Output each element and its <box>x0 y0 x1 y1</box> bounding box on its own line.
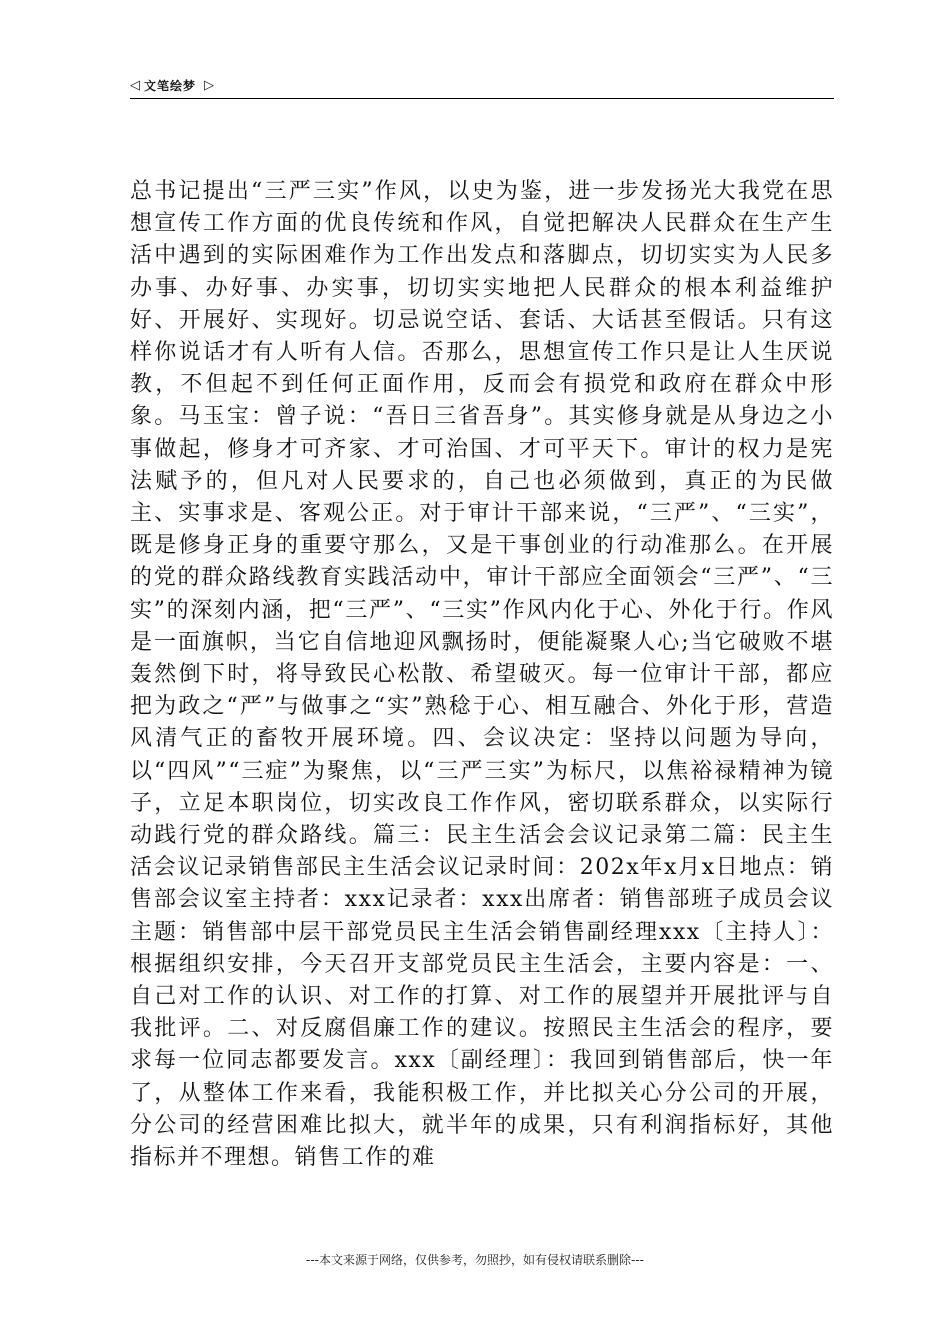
left-triangle-icon: ◁ <box>130 77 140 93</box>
footer-disclaimer: ---本文来源于网络，仅供参考，勿照抄，如有侵权请联系删除--- <box>306 1253 644 1267</box>
document-body: 总书记提出“三严三实”作风，以史为鉴，进一步发扬光大我党在思想宣传工作方面的优良传统和作风，自觉把解决人民群众在生产生活中遇到的实际困难作为工作出发点和落脚点，切切实实为人民多办事、办好事、办实事，切切实实地把人民群众的根本利益维护好、开展好、实现好。切忌说空话、套话、大话甚至假话。只有这样你说话才有人听有人信。否那么，思想宣传工作只是让人生厌说教，不但起不到任何正面作用，反而会有损党和政府在群众中形象。马玉宝：曾子说：“吾日三省吾身”。其实修身就是从身边之小事做起，修身才可齐家、才可治国、才可平天下。审计的权力是宪法赋予的，但凡对人民要求的，自己也必须做到，真正的为民做主、实事求是、客观公正。对于审计干部来说，“三严”、“三实”，既是修身正身的重要守那么，又是干事创业的行动准那么。在开展的党的群众路线教育实践活动中，审计干部应全面领会“三严”、“三实”的深刻内涵，把“三严”、“三实”作风内化于心、外化于行。作风是一面旗帜，当它自信地迎风飘扬时，便能凝聚人心;当它破败不堪轰然倒下时，将导致民心松散、希望破灭。每一位审计干部，都应把为政之“严”与做事之“实”熟稔于心、相互融合、外化于形，营造风清气正的畜牧开展环境。四、会议决定：坚持以问题为导向，以“四风”“三症”为聚焦，以“三严三实”为标尺，以焦裕禄精神为镜子，立足本职岗位，切实改良工作作风，密切联系群众，以实际行动践行党的群众路线。篇三：民主生活会会议记录第二篇：民主生活会议记录销售部民主生活会议记录时间：202x年x月x日地点：销售部会议室主持者：xxx记录者：xxx出席者：销售部班子成员会议主题：销售部中层干部党员民主生活会销售副经理xxx〔主持人〕：根据组织安排，今天召开支部党员民主生活会，主要内容是：一、自己对工作的认识、对工作的打算、对工作的展望并开展批评与自我批评。二、对反腐倡廉工作的建议。按照民主生活会的程序，要求每一位同志都要发言。xxx〔副经理〕：我回到销售部后，快一年了，从整体工作来看，我能积极工作，并比拟关心分公司的开展，分公司的经营困难比拟大，就半年的成果，只有利润指标好，其他指标并不理想。销售工作的难 <box>130 179 834 1171</box>
page-header <box>130 74 834 96</box>
brand-name: 文笔绘梦 <box>144 78 197 93</box>
right-triangle-icon: ▷ <box>204 77 215 93</box>
header-divider <box>130 98 834 99</box>
